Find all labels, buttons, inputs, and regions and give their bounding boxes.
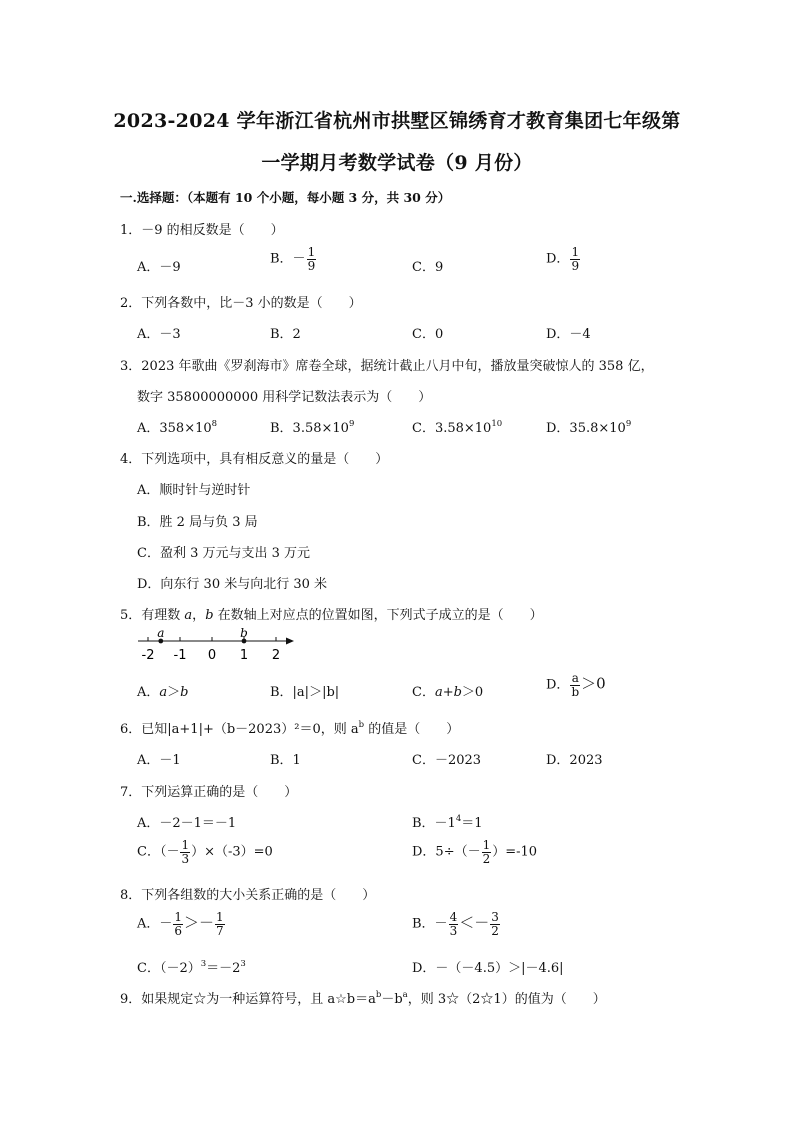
q5-option-b: B．|a|＞|b| xyxy=(270,685,340,700)
q8-option-a: A．－ $\frac{1}{6}$ ＞－ $\frac{1}{7}$ xyxy=(137,910,224,938)
number-line-point-a-label: a xyxy=(157,628,165,640)
q5-option-c: C．a+b＞0 xyxy=(412,685,484,700)
question-1-stem: 1．－9 的相反数是（ ） xyxy=(120,223,284,238)
q2-option-b: B．2 xyxy=(270,327,301,342)
question-2-stem: 2．下列各数中，比－3 小的数是（ ） xyxy=(120,296,362,311)
question-6-stem: 6．已知|a+1|+（b－2023）²＝0，则 $a^b$ 的值是（ ） xyxy=(120,720,460,737)
q8-option-c: C．$(-2)^3=-2^3$ xyxy=(137,959,246,976)
q8-option-d: D．－（－4.5）＞|－4.6| xyxy=(412,961,564,976)
q3-option-c: C．$3.58\times 10^{10}$ xyxy=(412,419,503,436)
q2-option-a: A．－3 xyxy=(137,327,181,342)
q3-option-b: B．$3.58\times 10^9$ xyxy=(270,419,355,436)
q7-option-b: B．$-1^4=1$ xyxy=(412,814,483,831)
number-line-tick-label: -2 xyxy=(141,648,155,663)
number-line-arrow xyxy=(286,638,294,645)
q8-option-b: B．－ $\frac{4}{3}$ ＜－ $\frac{3}{2}$ xyxy=(412,910,499,938)
question-9-stem: 9．如果规定☆为一种运算符号，且 $a☆b=a^b-b^a$，则 3☆（2☆1）的值为（ ） xyxy=(120,990,606,1007)
q6-option-d: D．2023 xyxy=(546,753,603,768)
question-3-stem-line-1: 3．2023 年歌曲《罗刹海市》席卷全球，据统计截止八月中旬，播放量突破惊人的 358 亿， xyxy=(120,359,654,374)
q3-option-a: A．$358\times 10^8$ xyxy=(137,419,218,436)
q7-option-c-fraction: $\frac{1}{3}$ xyxy=(181,838,190,866)
q6-option-a: A．－1 xyxy=(137,753,181,768)
q7-option-a: A．－2－1＝－1 xyxy=(137,816,237,831)
q1-option-a: A．－9 xyxy=(137,260,181,275)
q7-option-d-fraction: $\frac{1}{2}$ xyxy=(482,838,491,866)
q1-option-b xyxy=(270,246,317,272)
exam-title-line-1: 2023-2024 学年浙江省杭州市拱墅区锦绣育才教育集团七年级第 xyxy=(113,110,681,132)
q4-option-d: D．向东行 30 米与向北行 30 米 xyxy=(137,577,328,592)
q4-option-c: C．盈利 3 万元与支出 3 万元 xyxy=(137,546,311,561)
question-5-stem: 5．有理数 a，b 在数轴上对应点的位置如图，下列式子成立的是（ ） xyxy=(120,608,543,623)
number-line-tick-label: 0 xyxy=(207,648,217,663)
number-line-point-b-label: b xyxy=(240,628,248,640)
number-line-tick-label: 1 xyxy=(239,648,249,663)
q5-option-d-fraction: $\frac{a}{b}$ xyxy=(571,671,580,699)
number-line-tick-label: 2 xyxy=(271,648,281,663)
exam-title-line-2: 一学期月考数学试卷（9 月份） xyxy=(261,152,533,174)
number-line-tick-label: -1 xyxy=(173,648,187,663)
number-line xyxy=(134,628,299,664)
q4-option-a: A．顺时针与逆时针 xyxy=(137,483,251,498)
q2-option-c: C．0 xyxy=(412,327,444,342)
q6-option-c: C．－2023 xyxy=(412,753,482,768)
q4-option-b: B．胜 2 局与负 3 局 xyxy=(137,515,258,530)
question-8-stem: 8．下列各组数的大小关系正确的是（ ） xyxy=(120,888,376,903)
q7-option-d: D．5÷（－ $\frac{1}{2}$ ）=-10 xyxy=(412,838,538,866)
q1-option-b-fraction: $\frac{1}{9}$ xyxy=(307,245,316,273)
q3-option-d: D．$35.8\times 10^9$ xyxy=(546,419,632,436)
q6-option-b: B．1 xyxy=(270,753,301,768)
q1-option-c: C．9 xyxy=(412,260,444,275)
q1-option-d xyxy=(546,246,581,272)
section-heading: 一.选择题：（本题有 10 个小题，每小题 3 分，共 30 分） xyxy=(120,190,451,205)
question-7-stem: 7．下列运算正确的是（ ） xyxy=(120,785,298,800)
q5-option-a: A．a＞b xyxy=(137,685,189,700)
q1-option-b-prefix: B．－ xyxy=(270,251,306,267)
q2-option-d: D．－4 xyxy=(546,327,591,342)
q5-option-d: D． $\frac{a}{b}$ ＞0 xyxy=(546,671,606,699)
q1-option-d-prefix: D． xyxy=(546,251,570,267)
q1-option-d-fraction: $\frac{1}{9}$ xyxy=(571,245,580,273)
question-4-stem: 4．下列选项中，具有相反意义的量是（ ） xyxy=(120,452,389,467)
question-3-stem-line-2: 数字 35800000000 用科学记数法表示为（ ） xyxy=(137,390,432,405)
q7-option-c: C．（－ $\frac{1}{3}$ ）×（-3）=0 xyxy=(137,838,273,866)
